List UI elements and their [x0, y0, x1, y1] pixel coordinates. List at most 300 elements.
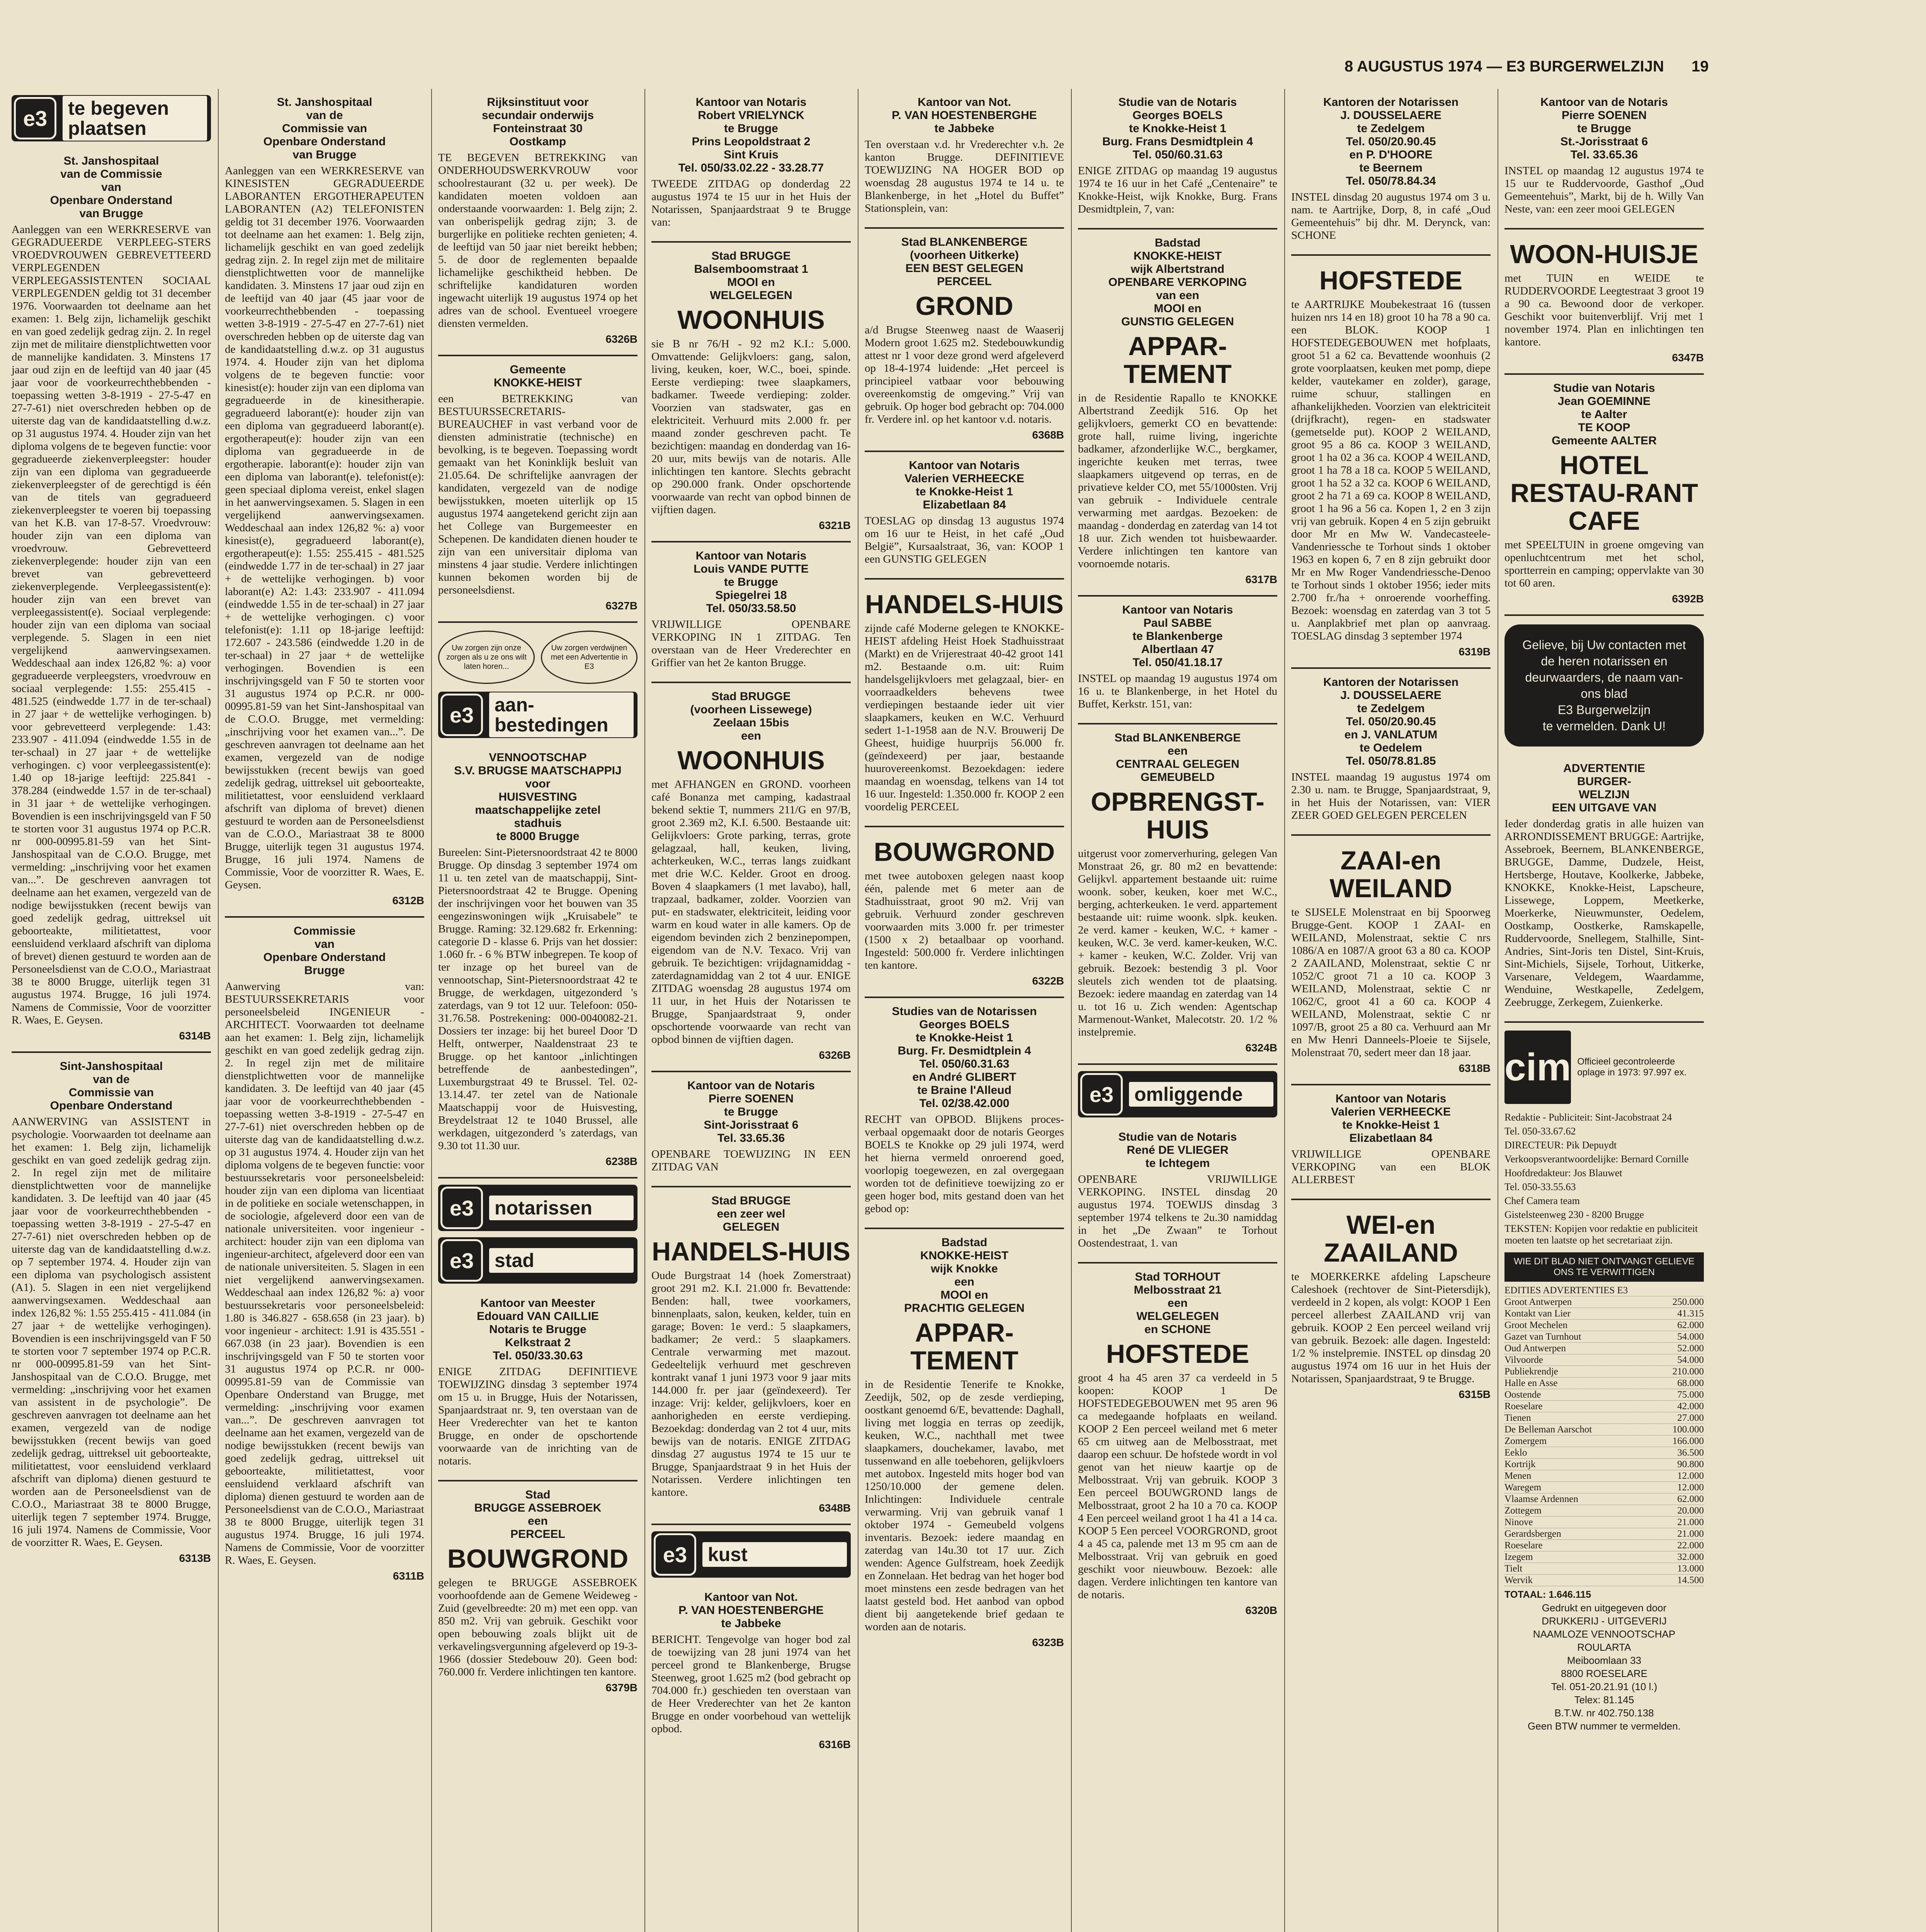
classified-ad [1078, 1124, 1277, 1264]
ad-line: BURGER- [1577, 775, 1631, 788]
ad-body: INSTEL maandag 19 augustus 1974 om 2.30 u. nam. te Brugge, Spanjaardstraat, 9, in het Huis der Notarissen, van: VIER ZEER GOED GELEGEN PERCELEN [1291, 771, 1491, 821]
ad-line: maatschappelijke zetel [475, 804, 601, 816]
classified-ad [651, 683, 851, 1072]
ad-line: KNOKKE-HEIST [493, 376, 582, 389]
rate-row [1504, 1575, 1704, 1586]
ad-reference: 6314B [179, 1030, 211, 1042]
staff-line: Tel. 050-33.67.62 [1504, 1126, 1576, 1137]
rate-row [1504, 1563, 1704, 1575]
page-header [1345, 58, 1893, 75]
ad-body: BERICHT. Tengevolge van hoger bod zal de toewijzing van 28 juni 1974 van het perceel grond te Blankenberge, Brugse Steenweg, groot 1.625 m2 (bod gebracht op 704.000 fr.) geschieden ten overstaan van de Heer Vrederechter van het 2e kanton Brugge en onder voorbehoud van wettelijk opbod. [651, 1633, 851, 1735]
rate-name: Wervik [1504, 1575, 1533, 1585]
ad-line: en J. VANLATUM [1344, 728, 1438, 741]
classified-ad [1078, 1264, 1277, 1626]
ad-body: INSTEL op maandag 19 augustus 1974 om 16 u. te Blankenberge, in het Hotel du Buffet, Kerkstr. 151, van: [1078, 672, 1277, 710]
ad-line: GUNSTIG GELEGEN [1121, 315, 1234, 328]
ad-line: Spiegelrei 18 [715, 589, 787, 602]
ad-body: Bureelen: Sint-Pietersnoordstraat 42 te 8000 Brugge. Op dinsdag 3 september 1974 om 11 u. ten zetel van de maatschappij, Sint-Pietersnoordstraat 42 te Brugge. Opening der inschrijvingen voor het bouwen van 35 eengezinswoningen wijk „Kruisabele” te Brugge. Raming: 32.129.682 fr. Erkenning: categorie D - klasse 6. Prijs van het dossier: 1.060 fr. - 6 % BTW inbegrepen. Te koop of ter inzage op het bureel van de vennootschap, Sint-Pietersnoordstraat 42 te Brugge, de werkdagen, uitgezonderd 's zaterdags, van 9 tot 12 uur. Telefoon: 050-31.76.58. Postrekening: 000-0040082-21. Dossiers ter inzage: bij het bureel Door 'D Helft, ontwerper, Naaldenstraat 23 te Brugge. op het kantoor „inlichtingen betreffende de aanbestedingen”, Luxemburgstraat 49 te Brussel. Tel. 02-13.14.47. ter zetel van de Nationale Maatschappij voor de Huisvesting, Breydelstraat 12 te 1040 Brussel, alle werkdagen, uitgezonderd 's zaterdags, van 9.30 tot 11.30 uur. [438, 846, 637, 1152]
ad-line: KNOKKE-HEIST [920, 1249, 1009, 1262]
ad-line: te Brugge [724, 122, 778, 135]
ad-line: Georges BOELS [1132, 109, 1223, 122]
ad-body: te MOERKERKE afdeling Lapscheure Caleshoek (rechtover de Sint-Pietersdijk), verdeeld in 2 kopen, als volgt: KOOP 1 Een perceel allerbest ZAAILAND vrij van gebruik. KOOP 2 Een perceel weiland vrij van gebruik. Bezoek: alle dagen. Ingesteld: 1/2 % instelpremie. INSTEL op dinsdag 20 augustus 1974 om 16 uur in het Huis der Notarissen, Spanjaardstraat, 9 te Brugge. [1291, 1270, 1491, 1385]
rate-row [1504, 1378, 1704, 1389]
ad-reference: 6324B [1245, 1042, 1277, 1054]
section-header [438, 1185, 637, 1231]
rate-name: Ninove [1504, 1517, 1533, 1527]
ad-heading: HOFSTEDE [1319, 266, 1463, 295]
rate-count: 210.000 [1672, 1366, 1704, 1377]
column-6 [1074, 89, 1281, 1932]
ad-reference: 6327B [605, 600, 637, 612]
printer-line: Tel. 051-20.21.91 (10 l.) [1551, 1681, 1657, 1692]
ad-body: gelegen te BRUGGE ASSEBROEK voorhoofdende aan de Gemene Weideweg - Zuid (gevelbreedte: 20 m) met een opp. van 850 m2. Vrij van gebruik. Geschikt voor open bebouwing zoals blijkt uit de verkavelingsvergunning afgeleverd op 19-3-1966 (dossier Stedebouw 20). Geen bod: 760.000 fr. Verdere inlichtingen ten kantore. [438, 1577, 637, 1678]
printer-line: B.T.W. nr 402.750.138 [1554, 1707, 1654, 1719]
ad-line: voor [525, 777, 551, 790]
classified-ad [1291, 836, 1491, 1085]
classified-ad [865, 452, 1064, 580]
rate-count: 62.000 [1677, 1320, 1704, 1330]
ad-line: te Knokke-Heist 1 [1342, 1119, 1440, 1131]
ad-reference: 6379B [605, 1682, 637, 1694]
ad-body: met SPEELTUIN in groene omgeving van openluchtcentrum met het schol, sportterrein en camping; oppervlakte van 30 tot 60 aren. [1504, 539, 1704, 589]
rate-count: 54.000 [1677, 1355, 1704, 1365]
rate-name: Kontakt van Lier [1504, 1308, 1571, 1319]
ad-line: MOOI en [727, 276, 775, 289]
ad-heading: GROND [915, 291, 1013, 321]
section-title: kust [702, 1542, 847, 1567]
ad-line: Commissie van [68, 1086, 154, 1099]
ad-line: Tel. 050/60.31.63 [919, 1058, 1010, 1070]
ad-body: INSTEL op maandag 12 augustus 1974 te 15 uur te Ruddervoorde, Gasthof „Oud Gemeentehuis”, Markt, bij de h. Willy Van Neste, van: een zeer mooi GELEGEN [1504, 165, 1704, 215]
rate-name: Waregem [1504, 1482, 1542, 1493]
ad-body: te AARTRIJKE Moubekestraat 16 (tussen huizen nrs 14 en 18) groot 10 ha 78 a 90 ca. een BLOK. KOOP 1 HOFSTEDEGEBOUWEN met hofplaats, groot 51 a 62 ca. Bevattende woonhuis (2 grote voorplaatsen, keuken met pomp, diepe kelder, vautekamer en zolder), garage, ruime schuur, stallingen en afhankelijkheden. Voorzien van elektriciteit (drijfkracht), regen- en stadswater (gemetselde put). KOOP 2 WEILAND, groot 95 a 86 ca. KOOP 3 WEILAND, groot 1 ha 02 a 36 ca. KOOP 4 WEILAND, groot 1 ha 78 a 18 ca. KOOP 5 WEILAND, groot 1 ha 52 a 32 ca. KOOP 6 WEILAND, groot 2 ha 71 a 69 ca. KOOP 8 WEILAND, groot 1 ha 96 a 56 ca. Kopen 1, 2 en 3 zijn vrij van gebruik. Kopen 4 en 5 zijn gebruikt door Mr en Mw W. Vandecasteele-Vandenriessche te Torhout sinds 1 oktober 1963 en kopen 6, 7 en 8 zijn gebruikt door Mr en Mw Roger Vandendriessche-Denoo te Torhout sinds 1 oktober 1956; ieder mits 2.700 fr./ha + onroerende voorheffing. Bezoek: woensdag en zaterdag van 3 tot 5 u. Aanplakbrief met plan op aanvraag. TOESLAG dinsdag 3 september 1974 [1291, 298, 1491, 642]
rate-row [1504, 1505, 1704, 1517]
classified-ad [1504, 375, 1704, 616]
ad-line: EEN BEST GELEGEN [905, 262, 1023, 275]
e3-logo-icon: e3 [440, 1187, 483, 1229]
ad-reference: 6320B [1245, 1604, 1277, 1616]
rate-count: 20.000 [1677, 1505, 1704, 1516]
classified-ad [225, 89, 424, 918]
ad-reference: 6319B [1459, 646, 1491, 658]
ad-reference: 6318B [1459, 1062, 1491, 1074]
ad-line: Tel. 050/33.58.50 [706, 602, 796, 615]
ad-line: Studies van de Notarissen [892, 1005, 1037, 1018]
rate-row [1504, 1459, 1704, 1470]
rate-name: EDITIES ADVERTENTIES E3 [1504, 1285, 1628, 1296]
column-1 [8, 89, 215, 1932]
rate-row [1504, 1308, 1704, 1320]
classified-ad [865, 998, 1064, 1229]
classified-ad [1291, 669, 1491, 836]
printer-line: DRUKKERIJ - UITGEVERIJ [1542, 1615, 1667, 1627]
ad-line: Valerien VERHEECKE [904, 472, 1025, 485]
ad-line: Kantoor van Notaris [1335, 1092, 1447, 1105]
ad-line: Kantoor van Notaris [695, 96, 807, 109]
ad-line: een [528, 1515, 548, 1527]
ad-line: S.V. BRUGSE MAATSCHAPPIJ [454, 764, 622, 777]
ad-heading: BOUWGROND [874, 837, 1055, 867]
ad-line: Openbare Onderstand [50, 194, 173, 207]
ad-line: Tel. 33.65.36 [717, 1132, 785, 1145]
classified-ad [651, 1584, 851, 1760]
ad-line: MOOI en [1154, 302, 1202, 315]
column-8 [1501, 89, 1708, 1932]
rate-row [1504, 1320, 1704, 1331]
ad-body: met TUIN en WEIDE te RUDDERVOORDE Leegtestraat 3 groot 19 a 90 ca. Bewoond door de verkoper. Geschikt voor buitenverblijf. Vrij met 1 november 1974. Plan en inlichtingen ten kantore. [1504, 272, 1704, 348]
ad-line: Brugge [304, 964, 345, 977]
ad-line: Zeelaan 15bis [713, 716, 789, 729]
ad-line: P. VAN HOESTENBERGHE [892, 109, 1037, 122]
rate-name: Oud Antwerpen [1504, 1343, 1566, 1354]
ad-line: te Brugge [724, 1105, 778, 1118]
ad-line: van [314, 938, 335, 951]
rate-name: Halle en Asse [1504, 1378, 1558, 1388]
classified-ad [1078, 724, 1277, 1065]
rate-name: Zomergem [1504, 1436, 1547, 1446]
ad-line: WELGELEGEN [1136, 1310, 1219, 1323]
ad-line: te Aalter [1581, 408, 1627, 421]
staff-line: Tel. 050-33.55.63 [1504, 1181, 1576, 1192]
ad-line: te Zedelgem [1357, 122, 1425, 135]
ad-line: Burg. Frans Desmidtplein 4 [1102, 135, 1253, 148]
ad-line: Kantoren der Notarissen [1323, 96, 1459, 109]
ad-reference: 6323B [1032, 1636, 1064, 1648]
rate-name: De Belleman Aarschot [1504, 1424, 1592, 1435]
rate-name: Tielt [1504, 1563, 1523, 1574]
rate-count: 250.000 [1672, 1297, 1704, 1307]
rate-row [1504, 1343, 1704, 1354]
ad-reference: 6238B [605, 1155, 637, 1167]
ad-body: sie B nr 76/H - 92 m2 K.I.: 5.000. Omvattende: Gelijkvloers: gang, salon, living, keuken, koer, W.C., boei, spinde. Eerste verdieping: twee slaapkamers, badkamer. Tweede verdieping: zolder. Voorzien van stadswater, gas en elektriciteit. Verhuurd mits 2.000 fr. per maand zonder geschreven pacht. Te bezichtigen: maandag en donderdag van 16-20 uur, mits bewijs van de notaris. Alle inlichtingen ten kantore. Slechts gebracht op 290.000 frank. Onder opschortende voorwaarde van recht van opbod binnen de vijftien dagen. [651, 338, 851, 516]
ad-line: te Jabbeke [934, 122, 994, 135]
ad-body: OPENBARE VRIJWILLIGE VERKOPING. INSTEL dinsdag 20 augustus 1974. TOEWIJS dinsdag 3 september 1974 telkens te 2u.30 namiddag in het „De Zwaan” te Torhout Oostendestraat, 1. van [1078, 1173, 1277, 1249]
staff-line: Verkoopsverantwoordelijke: Bernard Cornille [1504, 1153, 1689, 1165]
ad-reference: 6347B [1672, 352, 1704, 364]
classified-ad [1078, 597, 1277, 724]
ad-heading: OPBRENGST-HUIS [1091, 787, 1265, 844]
classified-ad [651, 1072, 851, 1187]
ad-line: VENNOOTSCHAP [489, 751, 587, 764]
rate-row [1504, 1366, 1704, 1378]
ad-line: Sint-Jorisstraat 6 [704, 1119, 799, 1131]
ad-body: ENIGE ZITDAG DEFINITIEVE TOEWIJZING dinsdag 3 september 1974 om 15 u. in Brugge, Huis der Notarissen, Spanjaardstraat nr. 9, ten overstaan van de Heer Vrederechter van het te kanton Brugge, en onder de opschortende voorwaarde van de inrichting van de notaris. [438, 1366, 637, 1467]
ad-line: P. VAN HOESTENBERGHE [678, 1604, 824, 1617]
classified-ad [1504, 755, 1704, 1023]
rate-row [1504, 1517, 1704, 1528]
staff-line: Gistelsteenweg 230 - 8200 Brugge [1504, 1209, 1644, 1220]
ad-heading: HANDELS-HUIS [652, 1237, 850, 1266]
header-date: 8 AUGUSTUS 1974 [1345, 58, 1482, 75]
ad-line: te Oedelem [1360, 742, 1422, 754]
rate-count: 36.500 [1677, 1447, 1704, 1458]
column-rule [1071, 89, 1072, 1932]
ad-line: Balsemboomstraat 1 [694, 263, 808, 276]
classified-ad [438, 744, 637, 1179]
section-header [12, 95, 211, 141]
rate-row [1504, 1482, 1704, 1493]
ad-line: Sint Kruis [724, 148, 779, 161]
e3-logo-icon: e3 [1080, 1073, 1123, 1116]
section-title: omliggende [1129, 1082, 1273, 1107]
ad-line: Oostkamp [509, 135, 566, 148]
ad-line: Tel. 050/41.18.17 [1132, 656, 1223, 669]
ad-line: Stad TORHOUT [1135, 1270, 1221, 1283]
section-title: aan-bestedingen [489, 692, 634, 737]
classified-ad [651, 543, 851, 683]
classified-ad [1078, 89, 1277, 230]
ad-line: Studie van Notaris [1553, 382, 1655, 395]
classified-ad [1291, 1085, 1491, 1200]
ad-line: (voorheen Uitkerke) [910, 249, 1019, 262]
ad-line: Pierre SOENEN [708, 1092, 794, 1105]
rate-row [1504, 1412, 1704, 1424]
ad-line: PERCEEL [937, 275, 992, 288]
ad-body: Aanleggen van een WERKRESERVE van KINESISTEN GEGRADUEERDE LABORANTEN ERGOTHERAPEUTEN LABORANTEN (A2) TELEFONISTEN geldig tot 31 december 1976. Voorwaarden tot deelname aan het examen: 1. Belg zijn, lichamelijk geschikt en van goed zedelijk gedrag zijn. 2. In regel zijn met de militaire dienstplichtwetten voor de mannelijke kandidaten. 3. Minstens 17 jaar oud zijn en de leeftijd van 40 jaar (45 jaar voor de voorkeurrechthebbenden - toepassing wetten 3-8-1919 - 27-5-47 en 27-7-61) niet overschreden hebben op de uiterste dag van de kandidaatstelling d.w.z. op 31 augustus 1974. 4. Houder zijn van het diploma volgens de te begeven functie: voor kinesist(e): houder zijn van een diploma van gegradueerde in de kinesitherapie. gegradueerd laborant(e): houder zijn van een diploma van gegradueerd laborant(e). ergotherapeut(e): houder zijn van een diploma van gegradueerde in de ergotherapie. laborant(e): houder zijn van een diploma van laborant(e). telefonist(e): geen speciaal diploma vereist, enkel slagen in het aanwervingsexamen. 5. Slagen in een vergelijkend aanwervingsexamen. Weddeschaal aan index 126,82 %: a) voor kinesist(e), gegradueerd laborant(e), ergotherapeut(e): 1.55: 255.415 - 481.525 (eindwedde 1.77 in de ter-schaal) in 27 jaar + de wettelijke verhogingen. b) voor laborant(e) A2: 1.43: 233.907 - 411.094 (eindwedde 1.55 in de ter-schaal) in 27 jaar + de wettelijke verhogingen. c) voor telefonist(e): 1.11 op 18-jarige leeftijd: 172.607 - 243.586 (eindwedde 1.20 in de ter-schaal) in 27 jaar + de wettelijke verhogingen. Bovendien is een inschrijvingsgeld van F 50 te storten voor 31 augustus 1974 op P.C.R. nr 000-00995.81-59 van het Sint-Janshospitaal van de C.O.O. Brugge, met vermelding: „inschrijving voor het examen van...”. De geschreven aanvragen tot deelname aan het examen, vergezeld van de nodige bewijsstukken (recent bewijs van goed zedelijk gedrag, uittreksel uit geboorteakte, militietattest, voor eensluidend verklaard afschrift van diploma of brevet) dienen gestuurd te worden aan de Personeelsdienst van de C.O.O., Mariastraat 38 te 8000 Brugge, uiterlijk tegen 31 augustus 1974. Brugge, 16 juli 1974. Namens de Commissie, Voor de voorzitter R. Waes, E. Geysen. [225, 165, 424, 891]
ad-line: (voorheen Lissewege) [690, 703, 812, 716]
printer-line: Gedrukt en uitgegeven door [1542, 1602, 1667, 1614]
ad-heading: HOFSTEDE [1106, 1339, 1249, 1369]
notice-line: de heren notarissen en [1541, 654, 1668, 668]
rate-name: Groot Antwerpen [1504, 1297, 1572, 1307]
ad-reference: 6348B [819, 1502, 851, 1514]
ad-heading: WOONHUIS [677, 305, 825, 335]
ad-body: te SIJSELE Molenstraat en bij Spoorweg Brugge-Gent. KOOP 1 ZAAI- en WEILAND, Molenstraat, sektie C nrs 1086/A en 1087/A groot 63 a 80 ca. KOOP 2 ZAAILAND, Molenstraat, sektie C nr 1052/C groot 71 a 10 ca. KOOP 3 WEILAND, Molenstraat, sektie C nr 1062/C, groot 41 a 60 ca. KOOP 4 WEILAND, Molenstraat, sektie C nr 1097/B, groot 25 a 80 ca. Verhuurd aan Mr en Mw Henri Danneels-Ploeie te Sijsele, Molenstraat 70, sedert meer dan 18 jaar. [1291, 906, 1491, 1059]
ad-reference: 6368B [1032, 429, 1064, 441]
ad-line: te Beernem [1359, 162, 1423, 174]
column-rule [644, 89, 645, 1932]
staff-line: Redaktie - Publiciteit: Sint-Jacobstraat 24 [1504, 1112, 1672, 1123]
ad-line: Gemeente AALTER [1552, 434, 1657, 447]
classified-ad [1291, 256, 1491, 669]
ad-line: Openbare Onderstand [50, 1099, 173, 1112]
ad-line: Tel. 050/78.84.34 [1346, 175, 1436, 187]
ad-line: St.-Jorisstraat 6 [1560, 135, 1648, 148]
ad-line: Elizabetlaan 84 [1349, 1132, 1433, 1145]
ad-line: een [1168, 745, 1188, 757]
ad-heading: HOTEL RESTAU-RANT CAFE [1510, 451, 1698, 536]
ad-line: wijk Knokke [931, 1262, 998, 1275]
rate-name: Zottegem [1504, 1505, 1542, 1516]
ad-body: met AFHANGEN en GROND. voorheen café Bonanza met camping, kadastraal bekend sektie T, nummers 211/G en 97/B, groot 2.369 m2, K.I. 6.500. Bestaande uit: Gelijkvloers: Grote parking, terras, grote gelagzaal, hall, keuken, living, achterkeuken, W.C., terras langs zuidkant met drie W.C. Kelder. Groot en droog. Boven 4 slaapkamers (1 met lavabo), hall, trapzaal, badkamer, zolder. Voorzien van put- en stadswater, elektriciteit, leiding voor warm en koud water in alle kamers. Op de eigendom bevinden zich 2 benzinepompen, eigendom van de N.V. Texaco. Vrij van gebruik. Te bezichtigen: vrijdagnamiddag - zaterdagnamiddag van 2 tot 4 uur. ENIGE ZITDAG woensdag 28 augustus 1974 om 11 uur, in het Huis der Notarissen te Brugge, Spanjaardstraat 9, onder opschortende voorwaarde van recht van opbod binnen de vijftien dagen. [651, 778, 851, 1046]
column-rule [431, 89, 432, 1932]
rate-count: 100.000 [1672, 1424, 1704, 1435]
ad-line: Stad [525, 1488, 551, 1501]
printer-line: ROULARTA [1577, 1641, 1631, 1653]
ad-line: WELZIJN [1579, 788, 1630, 801]
ad-heading: WOONHUIS [677, 746, 825, 775]
ad-line: GEMEUBELD [1141, 771, 1215, 784]
section-title: stad [489, 1248, 634, 1273]
classified-ad [438, 1481, 637, 1703]
ad-line: Kantoor van de Notaris [1540, 96, 1668, 109]
section-header [438, 1237, 637, 1284]
rate-count: 52.000 [1677, 1343, 1704, 1354]
ad-line: Kantoor van de Notaris [687, 1079, 815, 1092]
rate-count: 22.000 [1677, 1540, 1704, 1551]
ad-line: Elizabetlaan 84 [923, 498, 1006, 511]
ad-line: St. Janshospitaal [63, 155, 159, 167]
ad-reference: 6311B [393, 1570, 424, 1582]
ad-line: van de [306, 109, 343, 122]
ad-line: Prins Leopoldstraat 2 [692, 135, 811, 148]
edition-rates [1504, 1252, 1704, 1600]
ad-body: Aanleggen van een WERKRESERVE van GEGRADUEERDE VERPLEEG-STERS VROEDVROUWEN GEBREVETTEERD VERPLEGENDEN VERPLEEGASSISTENTEN SOCIAAL VERPLEGENDEN geldig tot 31 december 1976. Voorwaarden tot deelname aan het examen: 1. Belg zijn, lichamelijk geschikt en van goed zedelijk gedrag zijn. 2. In regel zijn met de militaire dienstplichtwetten voor de mannelijke kandidaten. 3. Minstens 17 jaar oud zijn en de leeftijd van 40 jaar (45 jaar voor de voorkeurrechthebbenden - toepassing wetten 3-8-1919 - 27-5-47 en 27-7-61) niet overschreden hebben op de uiterste dag van de kandidaatstelling d.w.z. op 31 augustus 1974. 4. Houder zijn van het diploma volgens de te begeven functie: voor gegradueerde ziekenverpleegster: houder zijn van een diploma van gegradueerde ziekenverpleegster of de gerechtigd is één van de titels van gegradueerd ziekenverpleegster te voeren bij toepassing van het K.B. van 17-8-57. Vroedvrouw: houder zijn van een diploma van vroedvrouw. Gebrevetteerd ziekenverplegende: houder zijn van een brevet van gebrevetteerd ziekenverplegende. Verpleegassistent(e): houder zijn van een brevet van verpleegassistent(e). Sociaal verplegende: houder zijn van een diploma van sociaal verplegende. 5. Slagen in een niet vergelijkend aanwervingsexamen. Weddeschaal aan index 126,82 %: a) voor gegradueerde verpleegsters, vroedvrouw en sociaal verplegende: 1.55: 255.415 - 481.525 (eindwedde 1.77 in de ter-schaal) in 27 jaar + de wettelijke verhogingen. b) voor gebrevetteerd verplegende: 1.43: 233.907 - 411.094 (eindwedde 1.55 in de ter-schaal) in 27 jaar + de wettelijke verhogingen. c) voor verpleegassistent(e): 1.40 op 18-jarige leeftijd: 225.841 - 378.284 (eindwedde 1.57 in de ter-schaal) in 31 jaar + de wettelijke verhogingen. Bovendien is een inschrijvingsgeld van F 50 te storten voor 31 augustus 1974 op P.C.R. nr 000-00995.81-59 van het Sint-Janshospitaal van de C.O.O. Brugge, met vermelding: „inschrijving voor het examen van...”. De geschreven aanvragen tot deelname aan het examen, vergezeld van de nodige bewijsstukken (recent bewijs van goed zedelijk gedrag, uittreksel uit geboorteakte, militietattest, voor eensluidend verklaard afschrift van diploma of brevet) dienen gestuurd te worden aan de Personeelsdienst van de C.O.O., Mariastraat 38 te 8000 Brugge, uiterlijk tegen 31 augustus 1974. Brugge, 16 juli 1974. Namens de Commissie, Voor de voorzitter R. Waes, E. Geysen. [12, 223, 211, 1026]
section-header [1078, 1071, 1277, 1117]
ad-line: Kantoor van Not. [918, 96, 1011, 109]
ad-line: van de [93, 1073, 130, 1086]
classified-ad [865, 580, 1064, 827]
rate-name: Gerardsbergen [1504, 1529, 1561, 1539]
ad-line: Burg. Fr. Desmidtplein 4 [898, 1044, 1031, 1057]
cim-logo: cim [1504, 1031, 1571, 1104]
ad-line: WELGELEGEN [710, 289, 792, 302]
ad-body: Oude Burgstraat 14 (hoek Zomerstraat) groot 291 m2. K.I. 21.000 fr. Bevattende: Benden: hall, twee voorkamers, binnenplaats, salon, keuken, kelder, tuin en garage; Boven: 1e verd.: 5 slaapkamers, badkamer; 2e verd.: 5 slaapkamers. Centrale verwarming met mazout. Gedeeltelijk verhuurd met geschreven kontrakt vanaf 1 juni 1973 voor 9 jaar mits 144.000 fr. per jaar (geïndexeerd). Ter inzage: Vrij: kelder, gelijkvloers, koer en aanhorigheden en eerste verdieping. Bezoekdag: donderdag van 2 tot 4 uur, mits bewijs van de notaris. ENIGE ZITDAG dinsdag 27 augustus 1974 te 15 uur te Brugge, Spanjaardstraat 9 in het Huis der Notarissen. Verdere inlichtingen ten kantore. [651, 1269, 851, 1498]
ad-line: Stad BLANKENBERGE [901, 236, 1028, 248]
notice-line: te vermelden. Dank U! [1542, 719, 1666, 733]
ad-line: TE KOOP [1578, 421, 1630, 434]
e3-logo-icon: e3 [14, 97, 56, 139]
rate-name: Vilvoorde [1504, 1355, 1543, 1365]
ad-line: Stad BRUGGE [711, 1194, 791, 1207]
rate-name: Kortrijk [1504, 1459, 1536, 1469]
printer-line: NAAMLOZE VENNOOTSCHAP [1533, 1628, 1676, 1640]
ad-line: Kantoor van Not. [704, 1591, 798, 1604]
classified-ad [651, 89, 851, 243]
staff-box [1504, 1112, 1704, 1246]
column-2 [221, 89, 428, 1932]
notice-line: Gelieve, bij Uw contacten met [1522, 638, 1686, 652]
rate-count: 42.000 [1677, 1401, 1704, 1412]
rate-count: 14.500 [1677, 1575, 1704, 1585]
e3-logo-icon: e3 [654, 1533, 696, 1576]
rate-count: 21.000 [1677, 1529, 1704, 1539]
speech-balloon-left: Uw zorgen zijn onze zorgen als u ze ons wilt laten horen... [438, 631, 535, 684]
ad-line: Studie van de Notaris [1118, 96, 1237, 109]
classified-ad [865, 827, 1064, 998]
classified-ad [651, 1187, 851, 1525]
ad-body: VRIJWILLIGE OPENBARE VERKOPING IN 1 ZITDAG. Ten overstaan van de Heer Vrederechter en Griffier van het 2e kanton Brugge. [651, 618, 851, 669]
ad-body: VRIJWILLIGE OPENBARE VERKOPING van een BLOK ALLERBEST [1291, 1148, 1491, 1186]
ad-line: een [954, 1276, 974, 1288]
rate-count: 27.000 [1677, 1413, 1704, 1423]
ad-line: te Braine l'Alleud [917, 1084, 1011, 1097]
rate-count: 13.000 [1677, 1563, 1704, 1574]
ad-line: Paul SABBE [1143, 617, 1212, 629]
ad-heading: WEI-en ZAAILAND [1324, 1210, 1458, 1267]
ad-reference: 6322B [1032, 975, 1064, 987]
ad-line: te Blankenberge [1132, 630, 1223, 643]
rate-row [1504, 1447, 1704, 1459]
rate-row [1504, 1435, 1704, 1447]
classified-ad [1504, 230, 1704, 375]
cim-control-badge [1504, 1031, 1704, 1104]
mention-notice [1504, 624, 1704, 747]
ad-body: a/d Brugse Steenweg naast de Waaserij Modern groot 1.625 m2. Stedebouwkundig attest nr 1 voor deze grond werd afgeleverd op 18-4-1974 luidende: „Het perceel is principieel vatbaar voor bebouwing overeenkomstig de omgeving.” Vrij van gebruik. Op hoger bod gebracht op: 704.000 fr. Verdere inl. op het kantoor v.d. notaris. [865, 324, 1064, 425]
ad-line: GELEGEN [722, 1221, 780, 1233]
ad-line: van [101, 181, 121, 194]
ad-reference: 6321B [819, 519, 851, 531]
staff-line: Hoofdredakteur: Jos Blauwet [1504, 1167, 1622, 1179]
ad-line: Albertlaan 47 [1141, 643, 1214, 656]
classified-ad [1078, 230, 1277, 597]
section-title: notarissen [489, 1196, 634, 1220]
ad-line: Robert VRIELYNCK [698, 109, 804, 122]
ad-reference: 6326B [819, 1049, 851, 1061]
ad-line: Gemeente [510, 363, 566, 376]
ad-line: René DE VLIEGER [1127, 1144, 1229, 1156]
rate-count: 75.000 [1677, 1389, 1704, 1400]
ad-reference: 6317B [1245, 573, 1277, 585]
ad-line: en P. D'HOORE [1349, 148, 1433, 161]
ad-line: OPENBARE VERKOPING [1108, 276, 1247, 289]
rate-name: Publiekrendje [1504, 1366, 1558, 1377]
ad-line: Kantoor van Notaris [909, 459, 1020, 472]
classified-ad [865, 1229, 1064, 1658]
ad-line: Jean GOEMINNE [1557, 395, 1651, 408]
ad-line: Commissie [293, 925, 356, 937]
ad-heading: BOUWGROND [447, 1544, 629, 1573]
speech-balloon-right: Uw zorgen verdwijnen met een Advertentie in E3 [541, 631, 637, 684]
ad-line: Tel. 050/33.02.22 - 33.28.77 [678, 162, 824, 174]
ad-line: van de Commissie [60, 168, 162, 180]
ad-line: te Knokke-Heist 1 [916, 1031, 1013, 1044]
ad-line: Melbosstraat 21 [1134, 1284, 1222, 1296]
ad-body: ENIGE ZITDAG op maandag 19 augustus 1974 te 16 uur in het Café „Centenaire” te Knokke-Heist, wijk Knokke, Burg. Frans Desmidtplein, 7, van: [1078, 165, 1277, 215]
rate-count: 12.000 [1677, 1471, 1704, 1481]
ad-line: en André GLIBERT [912, 1071, 1017, 1083]
notice-line: deurwaarders, de naam van- [1525, 670, 1683, 684]
rate-row [1504, 1354, 1704, 1366]
ad-line: Stad BRUGGE [711, 690, 791, 703]
classified-ad [1291, 1200, 1491, 1410]
rate-row [1504, 1296, 1704, 1308]
rate-name: Roeselare [1504, 1540, 1543, 1551]
ad-heading: APPAR-TEMENT [1124, 332, 1232, 389]
ad-line: Pierre SOENEN [1561, 109, 1647, 122]
e3-logo-icon: e3 [440, 1239, 483, 1282]
rate-name: Oostende [1504, 1389, 1541, 1400]
ad-reference: 6316B [819, 1738, 851, 1750]
ad-line: van Brugge [79, 207, 143, 220]
printer-line: Telex: 81.145 [1574, 1694, 1634, 1706]
rate-row [1504, 1424, 1704, 1435]
rate-row [1504, 1470, 1704, 1482]
speech-balloons [438, 631, 637, 684]
ad-reference: 6315B [1459, 1388, 1491, 1400]
ad-line: Fonteinstraat 30 [493, 122, 583, 135]
ad-body: TOESLAG op dinsdag 13 augustus 1974 om 16 uur te Heist, in het café „Oud België”, Kursaalstraat, 36, van: KOOP 1 een GUNSTIG GELEGEN [865, 515, 1064, 565]
staff-line: Chef Camera team [1504, 1195, 1580, 1206]
ad-line: J. DOUSSELAERE [1340, 109, 1442, 122]
ad-body: Ten overstaan v.d. hr Vrederechter v.h. 2e kanton Brugge. DEFINITIEVE TOEWIJZING NA HOGER BOD op woensdag 28 augustus 1974 te 14 u. te Blankenberge, in het „Hotel du Buffet” Stationsplein, van: [865, 138, 1064, 214]
rate-name: Vlaamse Ardennen [1504, 1494, 1578, 1504]
ad-line: Openbare Onderstand [263, 951, 386, 964]
printer-footer: Geen BTW nummer te vermelden. [1528, 1720, 1681, 1732]
column-rule [1284, 89, 1285, 1932]
rate-count: 90.800 [1677, 1459, 1704, 1469]
ad-line: HUISVESTING [498, 791, 577, 803]
ad-heading: APPAR-TEMENT [910, 1318, 1018, 1375]
ad-line: PRACHTIG GELEGEN [904, 1302, 1025, 1315]
section-header [651, 1531, 851, 1578]
column-rule [218, 89, 219, 1932]
classified-ad [438, 356, 637, 623]
ad-heading: HANDELS-HUIS [865, 590, 1064, 619]
ad-line: Louis VANDE PUTTE [694, 563, 809, 575]
ad-line: Stad BRUGGE [711, 250, 791, 262]
ad-reference: 6326B [605, 333, 637, 345]
